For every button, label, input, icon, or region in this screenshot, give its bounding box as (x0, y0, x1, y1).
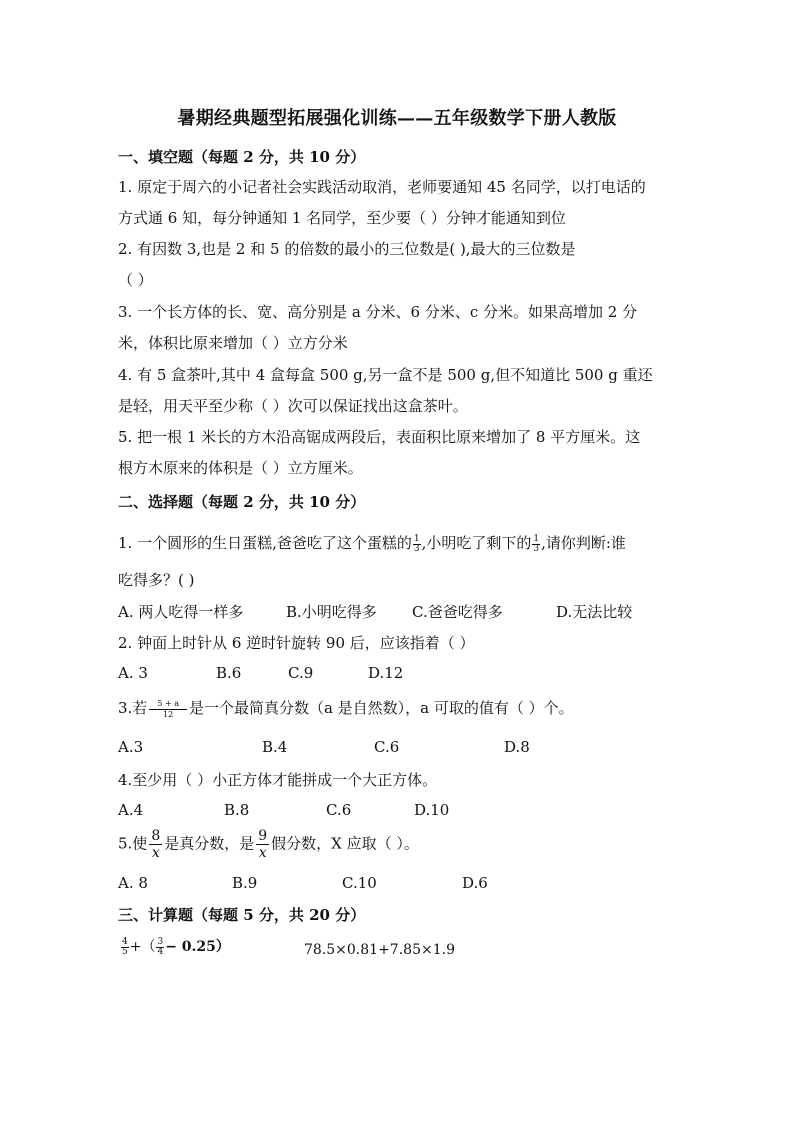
choice-q1-option-b: B.小明吃得多 (286, 603, 377, 621)
choice-q4-option-a: A.4 (118, 801, 144, 819)
choice-q4-option-b: B.8 (224, 801, 250, 819)
calc-q2-expression: 78.5×0.81+7.85×1.9 (304, 942, 455, 958)
fill-q2-line1: 2. 有因数 3,也是 2 和 5 的倍数的最小的三位数是( ),最大的三位数是 (118, 240, 576, 258)
choice-q1-text-c: ,请你判断:谁 (541, 534, 626, 552)
fraction-one-third (413, 535, 421, 554)
choice-q3-option-a: A.3 (118, 738, 144, 756)
fraction-denominator: 5 (122, 946, 128, 957)
choice-q2-option-c: C.9 (288, 664, 314, 682)
fraction-denominator: 3 (413, 543, 420, 554)
fraction-numerator: 4 (122, 936, 128, 947)
choice-q3-text-b: 是一个最简真分数（a 是自然数），a 可取的值有（ ）个。 (188, 699, 574, 717)
choice-q3-option-b: B.4 (262, 738, 288, 756)
calc-q1-end: − 0.25） (165, 939, 230, 955)
choice-q2-option-d: D.12 (368, 664, 404, 682)
fraction-numerator: 9 (258, 828, 268, 844)
choice-q5-option-c: C.10 (342, 874, 377, 892)
fill-q2-line2: （ ） (118, 271, 153, 289)
choice-q5-option-b: B.9 (232, 874, 258, 892)
choice-q1-text-a: 1. 一个圆形的生日蛋糕,爸爸吃了这个蛋糕的 (118, 534, 412, 552)
choice-q1-text-b: ,小明吃了剩下的 (421, 534, 532, 552)
section-fill-blank-heading: 一、填空题（每题 2 分，共 10 分） (118, 148, 366, 166)
fill-q1-line1: 1. 原定于周六的小记者社会实践活动取消，老师要通知 45 名同学，以打电话的 (118, 178, 646, 196)
calc-q1-mid: +（ (129, 939, 156, 955)
choice-q5-line (118, 828, 419, 861)
section-calc-heading: 三、计算题（每题 5 分，共 20 分） (118, 906, 366, 924)
fill-q5-line2: 根方木原来的体积是（ ）立方厘米。 (118, 459, 363, 477)
fill-q3-line1: 3. 一个长方体的长、宽、高分别是 a 分米、6 分米、c 分米。如果高增加 2 分 (118, 303, 638, 321)
fraction-denominator: x (258, 845, 267, 861)
choice-q3-text-a: 3.若 (118, 699, 148, 717)
fraction-denominator: 12 (163, 709, 174, 719)
choice-q5-text-a: 5.使 (118, 834, 148, 853)
fraction-four-fifths (121, 938, 129, 957)
fraction-five-plus-a-over-twelve (149, 699, 187, 720)
fraction-eight-over-x (149, 828, 162, 861)
choice-q4-line: 4.至少用（ ）小正方体才能拼成一个大正方体。 (118, 771, 438, 789)
choice-q2-option-b: B.6 (216, 664, 242, 682)
fraction-denominator: 4 (157, 946, 164, 957)
choice-q4-option-c: C.6 (326, 801, 352, 819)
choice-q1-line1 (118, 532, 626, 554)
fraction-denominator: x (151, 845, 160, 861)
fraction-numerator: 5 + a (149, 699, 187, 710)
section-choice-heading: 二、选择题（每题 2 分，共 10 分） (118, 493, 366, 511)
choice-q3-line (118, 697, 574, 720)
fraction-numerator: 3 (157, 936, 164, 947)
choice-q1-option-c: C.爸爸吃得多 (412, 603, 503, 621)
choice-q2-line: 2. 钟面上时针从 6 逆时针旋转 90 后，应该指着（ ） (118, 634, 475, 652)
fill-q3-line2: 米，体积比原来增加（ ）立方分米 (118, 334, 348, 352)
fraction-nine-over-x (256, 828, 269, 861)
choice-q1-line2: 吃得多？( ) (118, 571, 195, 589)
choice-q5-text-c: 假分数，X 应取（ ）。 (271, 834, 419, 853)
fraction-denominator: 3 (533, 543, 540, 554)
choice-q5-text-b: 是真分数，是 (164, 834, 255, 853)
fraction-one-third-second (532, 535, 540, 554)
choice-q2-option-a: A. 3 (118, 664, 148, 682)
fill-q5-line1: 5. 把一根 1 米长的方木沿高锯成两段后，表面积比原来增加了 8 平方厘米。这 (118, 428, 641, 446)
fill-q4-line2: 是轻，用天平至少称（ ）次可以保证找出这盒茶叶。 (118, 397, 468, 415)
page-title: 暑期经典题型拓展强化训练——五年级数学下册人教版 (177, 108, 617, 129)
choice-q1-option-d: D.无法比较 (556, 603, 633, 621)
choice-q3-option-d: D.8 (504, 738, 530, 756)
fill-q1-line2: 方式通 6 知，每分钟通知 1 名同学，至少要（ ）分钟才能通知到位 (118, 209, 566, 227)
choice-q3-option-c: C.6 (374, 738, 400, 756)
choice-q1-option-a: A. 两人吃得一样多 (118, 603, 244, 621)
fill-q4-line1: 4. 有 5 盒茶叶,其中 4 盒每盒 500 g,另一盒不是 500 g,但不知道比 500 g 重还 (118, 366, 653, 384)
fraction-three-quarters (156, 938, 164, 957)
fraction-numerator: 1 (533, 533, 540, 544)
choice-q5-option-a: A. 8 (118, 874, 148, 892)
fraction-numerator: 8 (151, 828, 161, 844)
calc-q1-expression (120, 936, 230, 957)
fraction-numerator: 1 (413, 533, 420, 544)
choice-q4-option-d: D.10 (414, 801, 450, 819)
choice-q5-option-d: D.6 (462, 874, 488, 892)
